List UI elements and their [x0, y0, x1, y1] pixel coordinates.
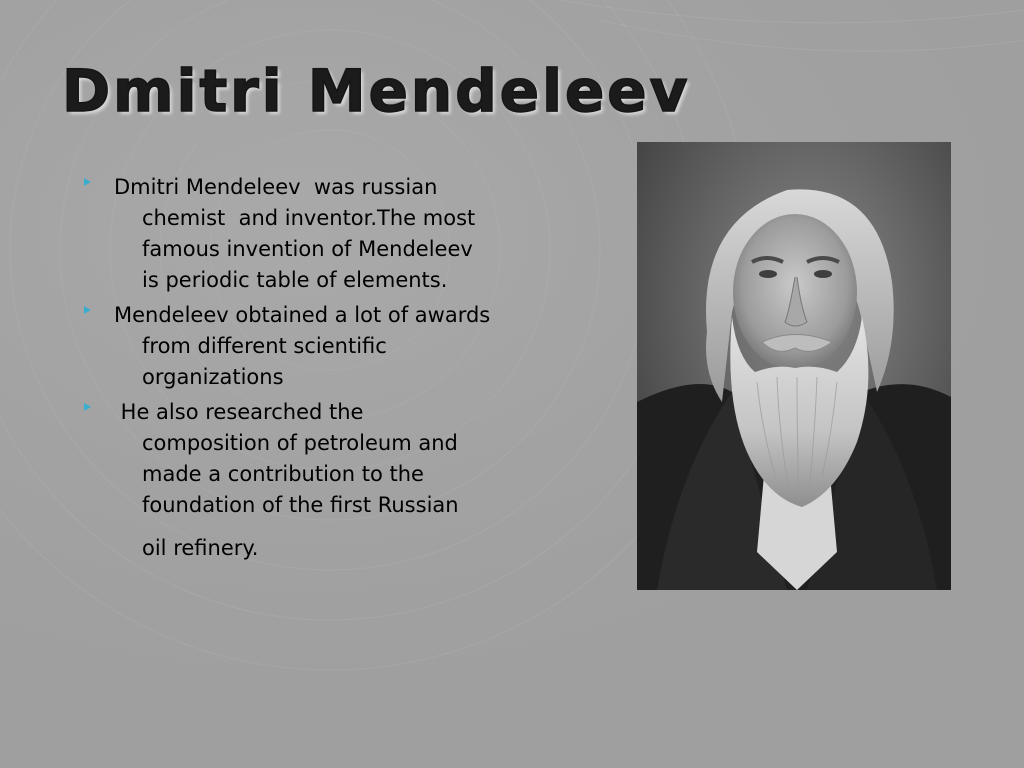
bullet-text-line: famous invention of Mendeleev — [142, 237, 473, 261]
bullet-text-line: composition of petroleum and — [142, 431, 458, 455]
portrait-illustration — [637, 142, 951, 590]
mendeleev-portrait-photo — [637, 142, 951, 590]
triangle-bullet-icon — [84, 178, 91, 186]
bullet-text-line: made a contribution to the — [142, 462, 424, 486]
bullet-text-line: Dmitri Mendeleev was russian — [114, 175, 438, 199]
bullet-text-line: He also researched the — [114, 400, 364, 424]
bullet-text-line: organizations — [142, 365, 284, 389]
bullet-text-line: Mendeleev obtained a lot of awards — [114, 303, 491, 327]
triangle-bullet-icon — [84, 306, 91, 314]
bullet-item — [84, 172, 584, 296]
bullet-text-line: is periodic table of elements. — [142, 268, 448, 292]
bullet-text-line: chemist and inventor.The most — [142, 206, 476, 230]
triangle-bullet-icon — [84, 403, 91, 411]
bullet-text-line: oil refinery. — [142, 536, 259, 560]
bullet-item — [84, 397, 584, 564]
slide-title: Dmitri Mendeleev — [62, 57, 691, 125]
bullet-text-line: foundation of the first Russian — [142, 493, 459, 517]
bullet-item — [84, 300, 584, 393]
bullet-list — [84, 172, 584, 568]
bullet-text-line: from different scientific — [142, 334, 387, 358]
